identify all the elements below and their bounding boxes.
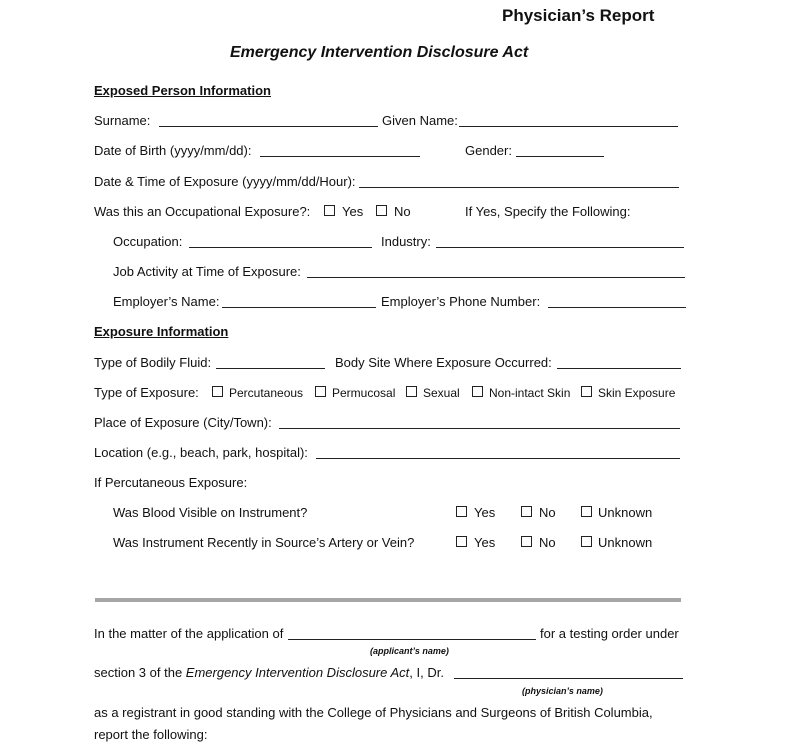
- location-field[interactable]: [316, 458, 680, 459]
- act-title: Emergency Intervention Disclosure Act: [230, 44, 529, 61]
- applicant-name-field[interactable]: [288, 639, 536, 640]
- occupational-question: Was this an Occupational Exposure?:: [94, 204, 311, 219]
- fluid-label: Type of Bodily Fluid:: [94, 355, 212, 370]
- report-title: Physician’s Report: [502, 6, 655, 25]
- blood-visible-unknown-label: Unknown: [598, 505, 653, 520]
- gender-field[interactable]: [516, 156, 604, 157]
- blood-visible-no-checkbox[interactable]: [521, 506, 532, 517]
- skin-exposure-label: Skin Exposure: [598, 386, 676, 400]
- artery-vein-unknown-label: Unknown: [598, 535, 653, 550]
- occupation-field[interactable]: [189, 247, 372, 248]
- occupational-no-checkbox[interactable]: [376, 205, 387, 216]
- physician-caption: (physician’s name): [522, 686, 603, 696]
- registrant-statement: as a registrant in good standing with the College of Physicians and Surgeons of British Columbia,: [94, 705, 653, 720]
- body-site-field[interactable]: [557, 368, 681, 369]
- exposure-type-label: Type of Exposure:: [94, 385, 199, 400]
- dob-field[interactable]: [260, 156, 420, 157]
- place-label: Place of Exposure (City/Town):: [94, 415, 272, 430]
- non-intact-skin-label: Non-intact Skin: [489, 386, 571, 400]
- sexual-checkbox[interactable]: [406, 386, 417, 397]
- artery-vein-no-checkbox[interactable]: [521, 536, 532, 547]
- occupation-label: Occupation:: [113, 234, 183, 249]
- job-activity-field[interactable]: [307, 277, 685, 278]
- applicant-line-suffix: for a testing order under: [540, 626, 679, 641]
- blood-visible-no-label: No: [539, 505, 556, 520]
- exposure-datetime-field[interactable]: [359, 187, 679, 188]
- occupational-yes-checkbox[interactable]: [324, 205, 335, 216]
- applicant-line-prefix: In the matter of the application of: [94, 626, 284, 641]
- given-name-field[interactable]: [459, 126, 678, 127]
- occupational-no-label: No: [394, 204, 411, 219]
- sexual-label: Sexual: [423, 386, 460, 400]
- artery-vein-yes-label: Yes: [474, 535, 496, 550]
- body-site-label: Body Site Where Exposure Occurred:: [335, 355, 552, 370]
- employer-name-field[interactable]: [222, 307, 376, 308]
- blood-visible-question: Was Blood Visible on Instrument?: [113, 505, 308, 520]
- industry-label: Industry:: [381, 234, 431, 249]
- physician-line-act: Emergency Intervention Disclosure Act: [185, 665, 410, 680]
- physician-line: [94, 665, 444, 681]
- if-yes-label: If Yes, Specify the Following:: [465, 204, 631, 219]
- permucosal-label: Permucosal: [332, 386, 396, 400]
- employer-phone-label: Employer’s Phone Number:: [381, 294, 541, 309]
- blood-visible-yes-label: Yes: [474, 505, 496, 520]
- blood-visible-unknown-checkbox[interactable]: [581, 506, 592, 517]
- gender-label: Gender:: [465, 143, 512, 158]
- given-name-label: Given Name:: [382, 113, 458, 128]
- percutaneous-section-label: If Percutaneous Exposure:: [94, 475, 248, 490]
- fluid-field[interactable]: [216, 368, 325, 369]
- dob-label: Date of Birth (yyyy/mm/dd):: [94, 143, 252, 158]
- non-intact-skin-checkbox[interactable]: [472, 386, 483, 397]
- section-divider: [95, 598, 681, 602]
- artery-vein-no-label: No: [539, 535, 556, 550]
- physician-line-suffix: , I, Dr.: [409, 665, 444, 680]
- exposure-info-heading: Exposure Information: [94, 324, 229, 339]
- physician-name-field[interactable]: [454, 678, 683, 679]
- permucosal-checkbox[interactable]: [315, 386, 326, 397]
- skin-exposure-checkbox[interactable]: [581, 386, 592, 397]
- job-activity-label: Job Activity at Time of Exposure:: [113, 264, 301, 279]
- employer-name-label: Employer’s Name:: [113, 294, 220, 309]
- place-field[interactable]: [279, 428, 680, 429]
- surname-field[interactable]: [159, 126, 378, 127]
- percutaneous-label: Percutaneous: [229, 386, 304, 400]
- surname-label: Surname:: [94, 113, 151, 128]
- exposed-person-heading: Exposed Person Information: [94, 83, 271, 98]
- physician-line-prefix: section 3 of the: [94, 665, 186, 680]
- report-following: report the following:: [94, 727, 208, 742]
- location-label: Location (e.g., beach, park, hospital):: [94, 445, 308, 460]
- exposure-datetime-label: Date & Time of Exposure (yyyy/mm/dd/Hour):: [94, 174, 356, 189]
- artery-vein-question: Was Instrument Recently in Source’s Artery or Vein?: [113, 535, 415, 550]
- industry-field[interactable]: [436, 247, 684, 248]
- employer-phone-field[interactable]: [548, 307, 686, 308]
- blood-visible-yes-checkbox[interactable]: [456, 506, 467, 517]
- artery-vein-unknown-checkbox[interactable]: [581, 536, 592, 547]
- artery-vein-yes-checkbox[interactable]: [456, 536, 467, 547]
- percutaneous-checkbox[interactable]: [212, 386, 223, 397]
- occupational-yes-label: Yes: [342, 204, 364, 219]
- applicant-caption: (applicant’s name): [370, 646, 449, 656]
